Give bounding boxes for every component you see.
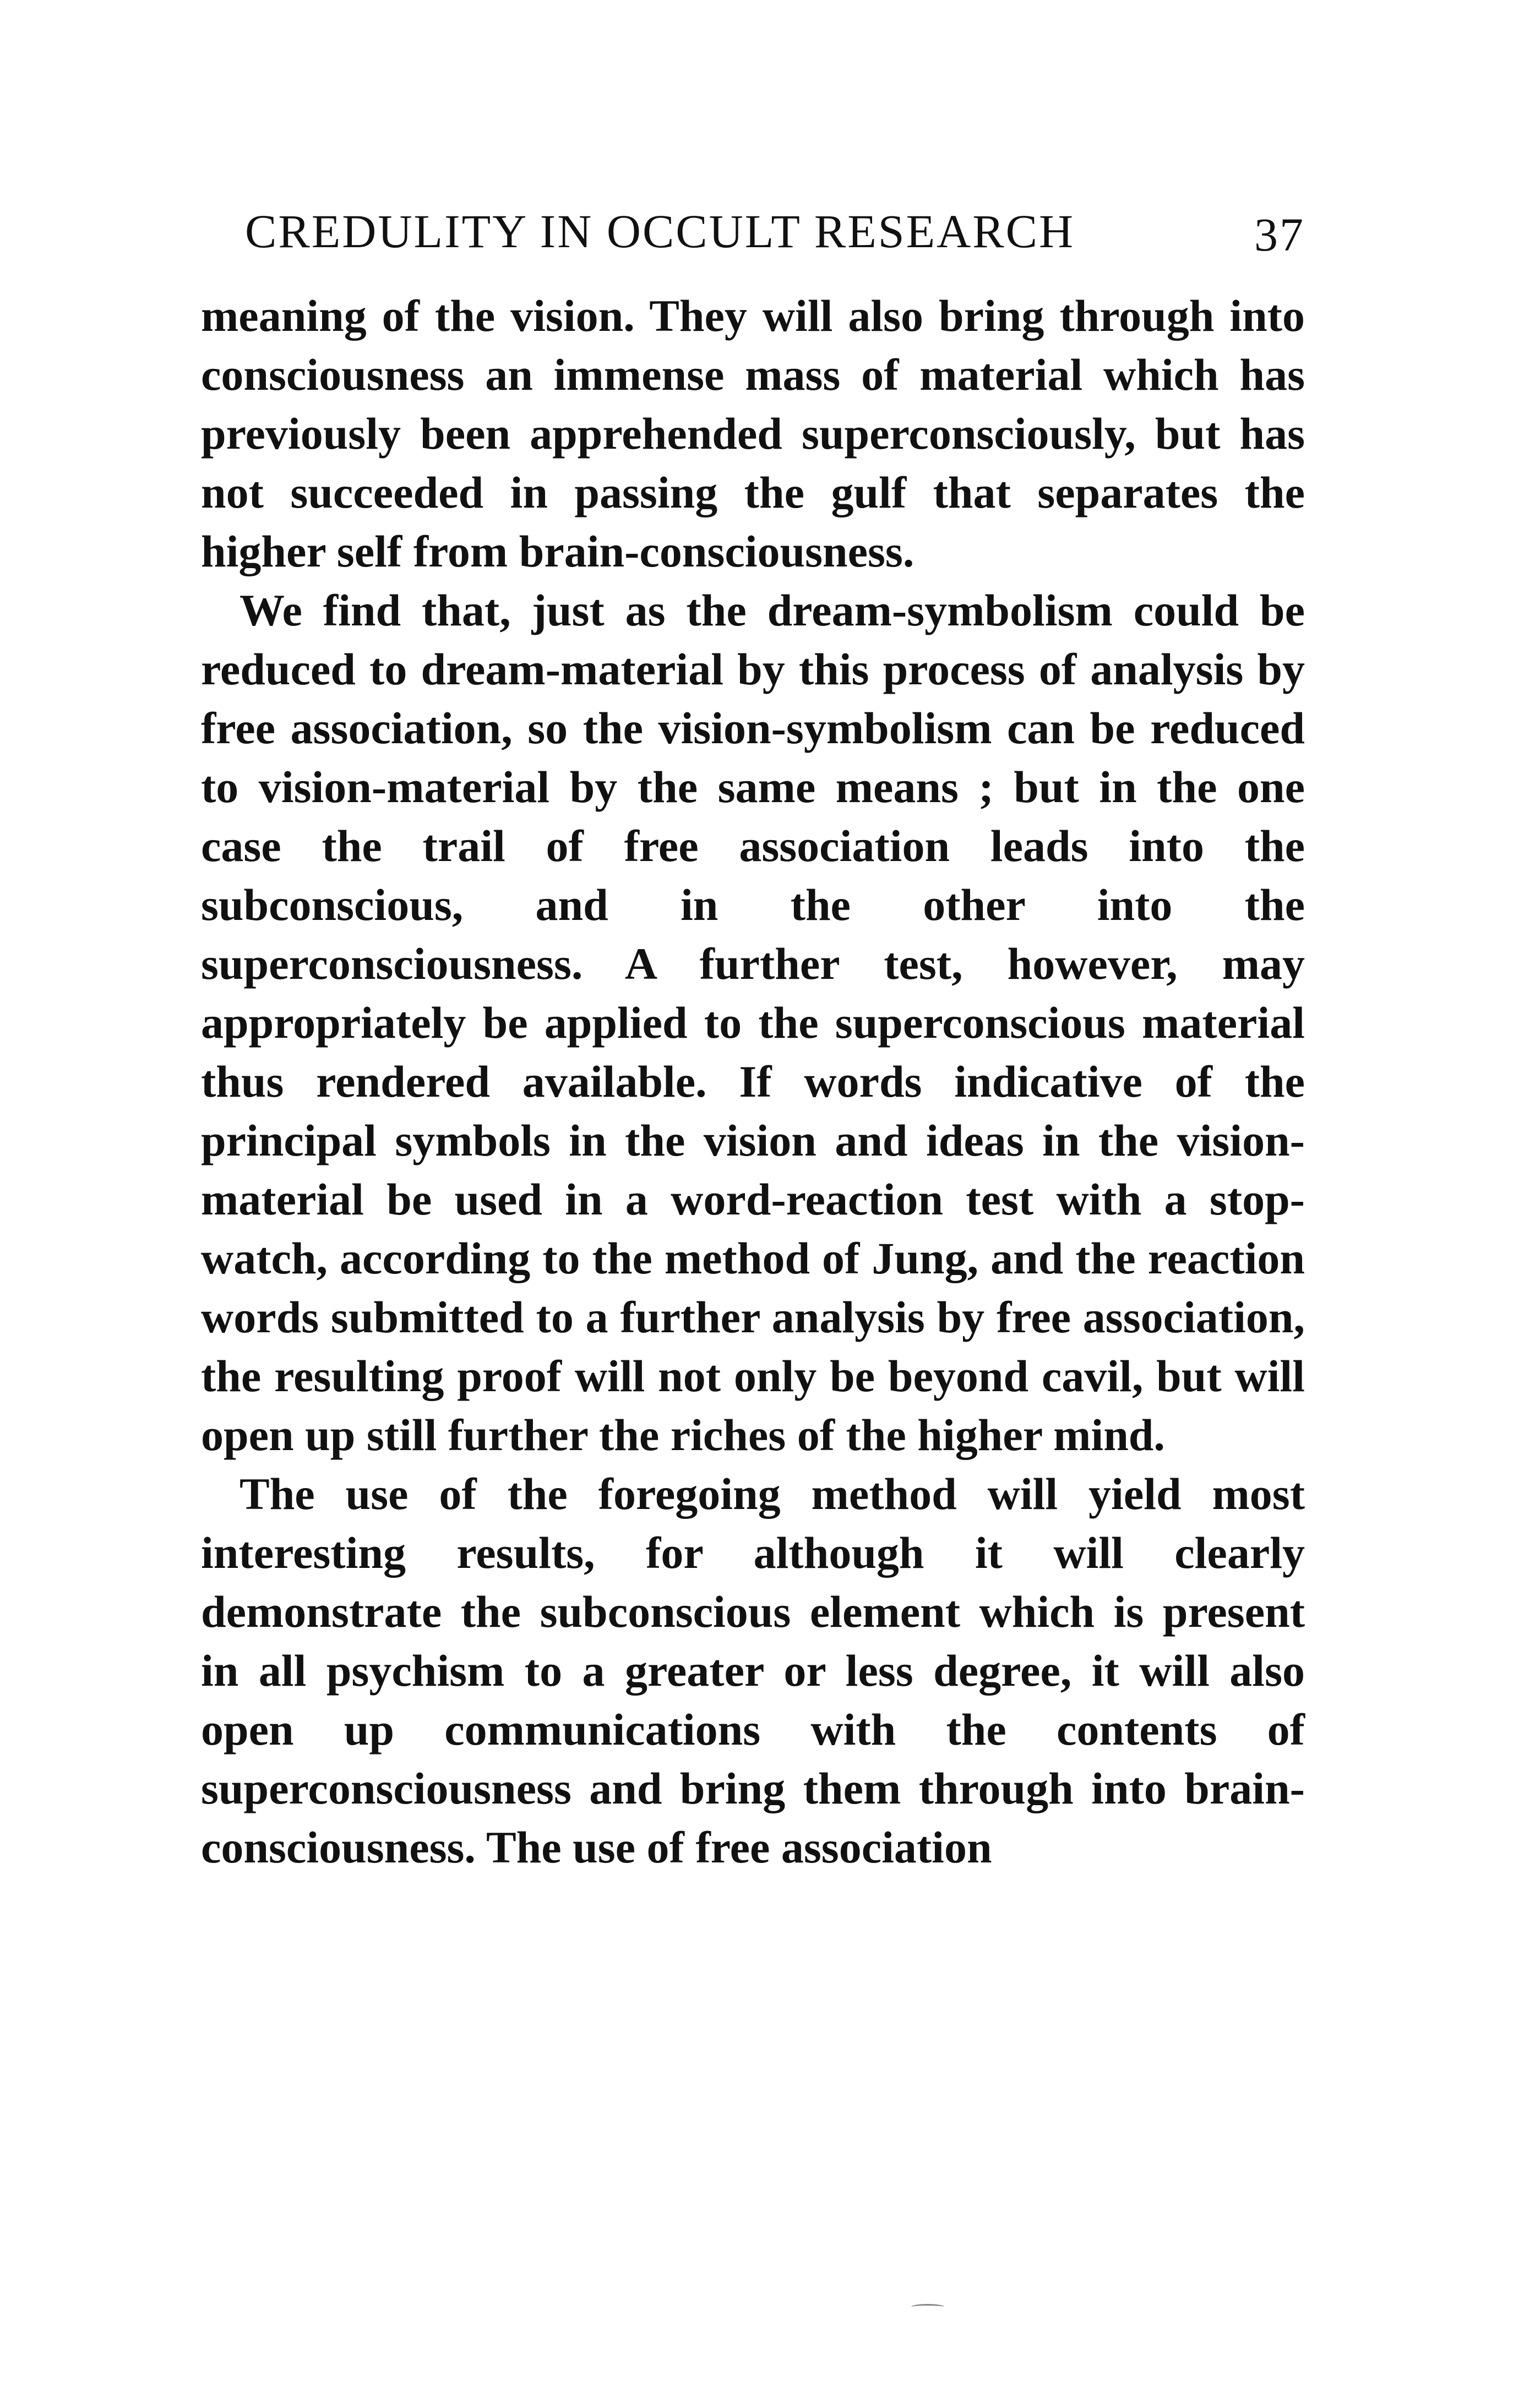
- paragraph-1: meaning of the vision. They will also bring through into consciousness an immense mass of material which has previously been apprehended superconsciously, but has not succeeded in passing the gulf that separates the higher self from brain-consciousness.: [201, 291, 1305, 576]
- page-smudge-mark: [911, 2304, 944, 2310]
- page-number: 37: [1254, 208, 1305, 261]
- running-head: [201, 198, 1305, 264]
- body-text: [201, 286, 1305, 1877]
- running-title: CREDULITY IN OCCULT RESEARCH: [245, 205, 1075, 258]
- paragraph-3: The use of the foregoing method will yield most interesting results, for although it will clearly demonstrate the subconscious element which is present in all psychism to a greater or less degree, it will also open up communications with the contents of superconsciousness and bring them through into brain-consciousness. The use of free association: [201, 1469, 1305, 1872]
- paragraph-2: We find that, just as the dream-symbolism could be reduced to dream-material by this process of analysis by free association, so the vision-symbolism can be reduced to vision-material by the same means ; but in the one case the trail of free association leads into the subconscious, and in the other into the superconsciousness. A further test, however, may appropriately be applied to the superconscious material thus rendered available. If words indicative of the principal symbols in the vision and ideas in the vision-material be used in a word-reaction test with a stop-watch, according to the method of Jung, and the reaction words submitted to a further analysis by free association, the resulting proof will not only be beyond cavil, but will open up still further the riches of the higher mind.: [201, 585, 1305, 1460]
